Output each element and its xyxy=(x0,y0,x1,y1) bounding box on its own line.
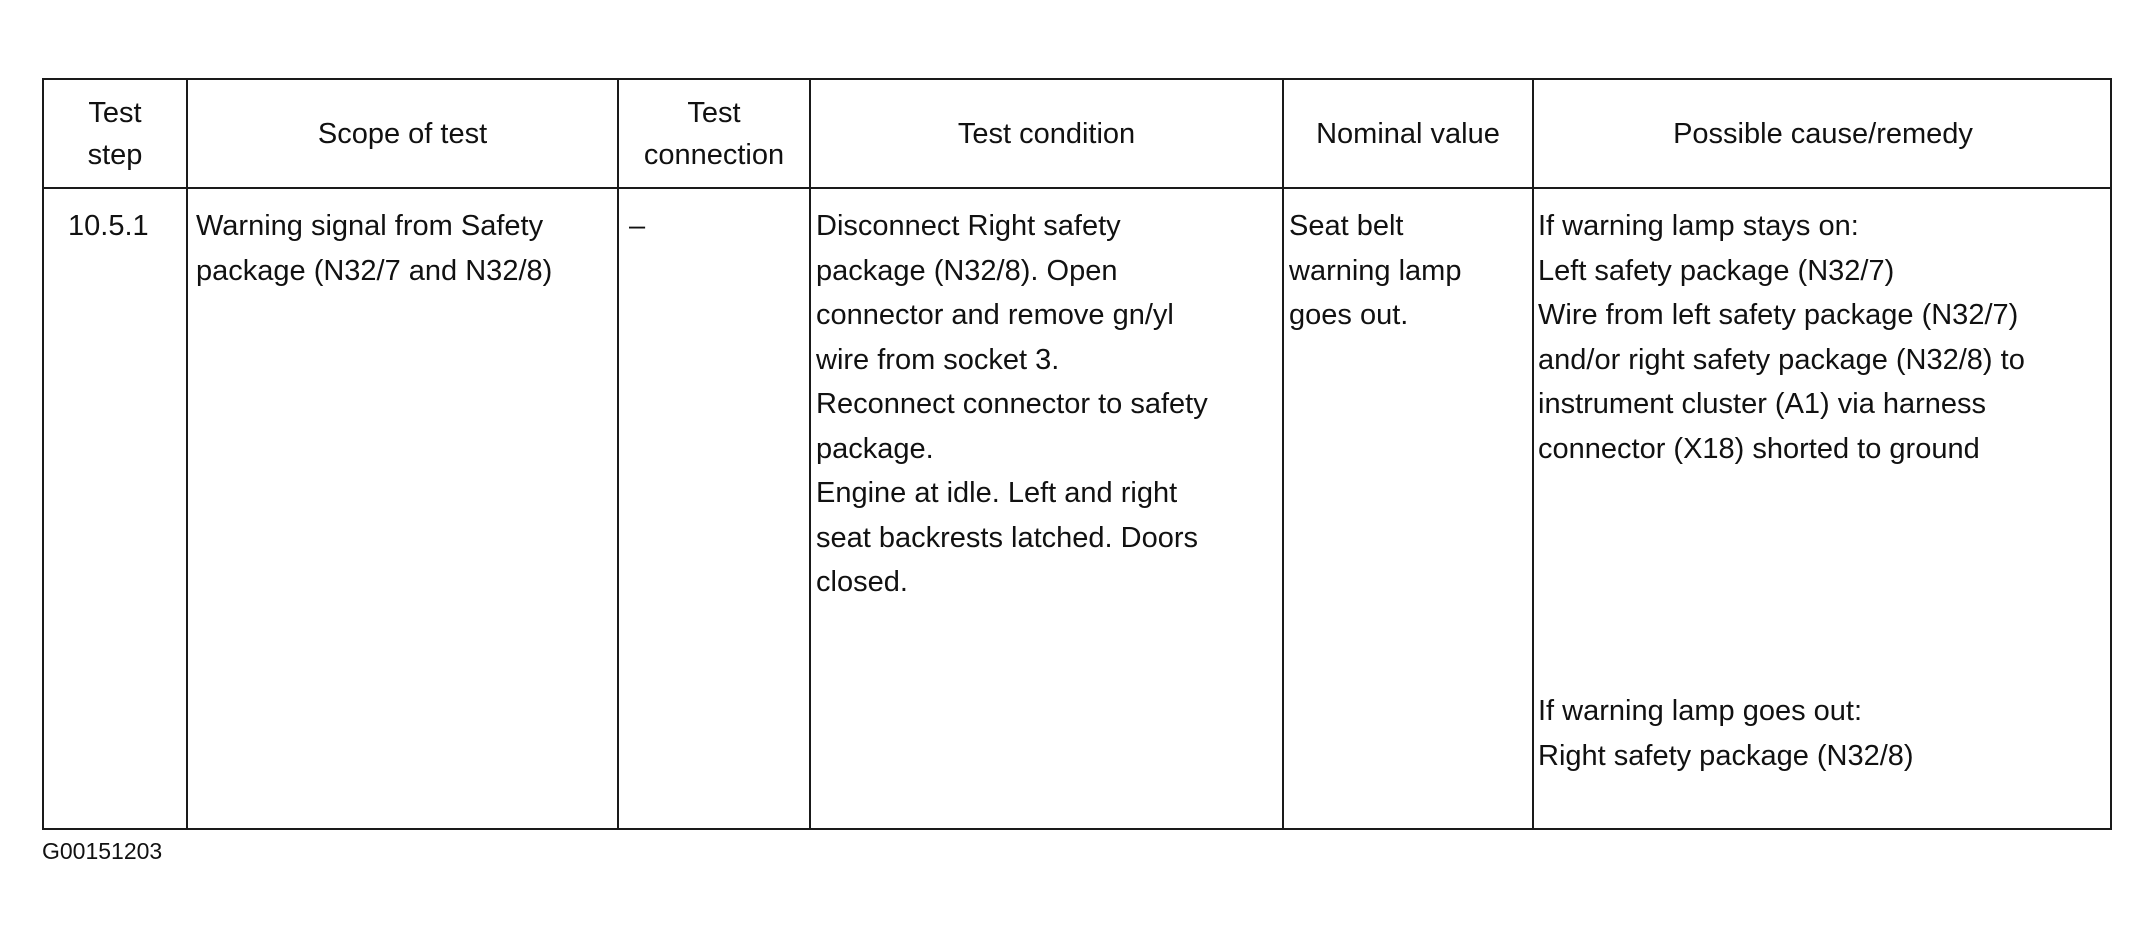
cell-remedy-stays-on: If warning lamp stays on: Left safety package (N32/7) Wire from left safety package (N32/7) and/or right safety package (N32/8) to instrument cluster (A1) via harness connector (X18) shorted to ground xyxy=(1538,210,2025,465)
header-test-step: Test step xyxy=(87,96,143,171)
header-scope-of-test: Scope of test xyxy=(317,117,488,150)
column-divider xyxy=(186,80,188,828)
column-divider xyxy=(1532,80,1534,828)
figure-id: G00151203 xyxy=(42,838,163,864)
test-table xyxy=(42,78,2112,830)
header-nominal-value: Nominal value xyxy=(1316,117,1500,150)
cell-remedy-goes-out: If warning lamp goes out: Right safety package (N32/8) xyxy=(1538,695,1914,772)
column-divider xyxy=(809,80,811,828)
cell-test-step: 10.5.1 xyxy=(68,210,149,242)
cell-test-condition: Disconnect Right safety package (N32/8). Open connector and remove gn/yl wire from socket 3. Reconnect connector to safety package. Engine at idle. Left and right seat backrests latched. Doors closed. xyxy=(816,210,1208,598)
column-divider xyxy=(1282,80,1284,828)
cell-test-connection: – xyxy=(629,210,646,242)
header-possible-cause-remedy: Possible cause/remedy xyxy=(1673,117,1973,150)
header-test-condition: Test condition xyxy=(957,117,1136,150)
header-divider xyxy=(44,187,2110,189)
cell-scope-of-test: Warning signal from Safety package (N32/7 and N32/8) xyxy=(196,210,553,287)
header-test-connection: Test connection xyxy=(643,96,785,171)
cell-nominal-value: Seat belt warning lamp goes out. xyxy=(1289,210,1462,331)
column-divider xyxy=(617,80,619,828)
